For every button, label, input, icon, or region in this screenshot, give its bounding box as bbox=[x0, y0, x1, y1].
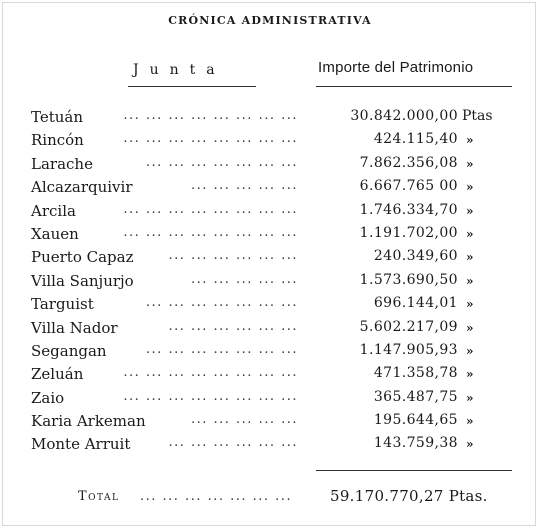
running-head: CRÓNICA ADMINISTRATIVA bbox=[168, 14, 372, 27]
junta-name: Villa Nador bbox=[31, 318, 118, 337]
leader-dots: ... ... ... ... ... ... ... ... bbox=[123, 131, 298, 147]
importe-value: 7.862.356,08 bbox=[359, 154, 458, 171]
header-rule-right bbox=[316, 86, 512, 87]
junta-name: Arcila bbox=[31, 201, 76, 220]
junta-name: Zeluán bbox=[31, 365, 84, 384]
leader-dots: ... ... ... ... ... ... ... bbox=[145, 341, 298, 357]
ditto-mark: » bbox=[466, 226, 474, 241]
leader-dots: ... ... ... ... ... ... ... ... bbox=[123, 108, 298, 123]
leader-dots: ... ... ... ... ... bbox=[190, 271, 298, 287]
junta-name: Targuist bbox=[31, 295, 94, 314]
table-row bbox=[0, 225, 540, 248]
junta-name: Puerto Capaz bbox=[31, 248, 134, 267]
column-header-importe: Importe del Patrimonio bbox=[318, 59, 474, 76]
table-row bbox=[0, 178, 540, 201]
ditto-mark: » bbox=[466, 367, 474, 382]
ditto-mark: » bbox=[466, 320, 474, 335]
leader-dots: ... ... ... ... ... ... bbox=[168, 248, 298, 264]
importe-value: 365.487,75 bbox=[373, 388, 458, 405]
importe-value: 6.667.765 00 bbox=[359, 178, 458, 195]
leader-dots: ... ... ... ... ... ... ... ... bbox=[123, 388, 298, 404]
importe-value: 1.191.702,00 bbox=[359, 224, 458, 241]
junta-name: Monte Arruit bbox=[31, 435, 131, 454]
header-rule-left bbox=[128, 86, 256, 87]
importe-value: 1.746.334,70 bbox=[359, 201, 458, 218]
importe-value: 5.602.217,09 bbox=[359, 318, 458, 335]
ditto-mark: » bbox=[466, 180, 474, 195]
junta-name: Villa Sanjurjo bbox=[31, 271, 134, 290]
table-row bbox=[0, 389, 540, 412]
total-leader-dots: ... ... ... ... ... ... ... bbox=[140, 489, 293, 504]
leader-dots: ... ... ... ... ... ... ... ... bbox=[123, 224, 298, 240]
importe-value: 1.573.690,50 bbox=[359, 271, 458, 288]
importe-value: 143.759,38 bbox=[373, 435, 458, 452]
ditto-mark: » bbox=[466, 133, 474, 148]
total-label: Total bbox=[78, 489, 120, 504]
leader-dots: ... ... ... ... ... bbox=[190, 412, 298, 428]
importe-value: 424.115,40 bbox=[373, 131, 458, 148]
ditto-mark: » bbox=[466, 390, 474, 405]
table-row bbox=[0, 342, 540, 365]
leader-dots: ... ... ... ... ... ... bbox=[168, 318, 298, 334]
junta-name: Segangan bbox=[31, 341, 107, 360]
total-amount: 59.170.770,27 Ptas. bbox=[330, 487, 488, 505]
ditto-mark: » bbox=[466, 273, 474, 288]
table-row bbox=[0, 155, 540, 178]
table-row bbox=[0, 435, 540, 458]
ditto-mark: » bbox=[466, 437, 474, 452]
junta-name: Xauen bbox=[31, 224, 79, 243]
importe-value: 240.349,60 bbox=[373, 248, 458, 265]
junta-name: Rincón bbox=[31, 131, 84, 150]
currency-unit: Ptas bbox=[462, 108, 493, 124]
junta-name: Karia Arkeman bbox=[31, 412, 146, 431]
ditto-mark: » bbox=[466, 250, 474, 265]
ditto-mark: » bbox=[466, 414, 474, 429]
leader-dots: ... ... ... ... ... ... bbox=[168, 435, 298, 451]
table-row bbox=[0, 365, 540, 388]
importe-value: 471.358,78 bbox=[373, 365, 458, 382]
table-row bbox=[0, 272, 540, 295]
table-body bbox=[0, 108, 540, 459]
leader-dots: ... ... ... ... ... ... ... bbox=[145, 295, 298, 311]
ditto-mark: » bbox=[466, 156, 474, 171]
importe-value: 30.842.000,00 bbox=[350, 108, 458, 124]
total-rule bbox=[316, 470, 512, 471]
junta-name: Larache bbox=[31, 154, 93, 173]
table-row bbox=[0, 131, 540, 154]
table-row bbox=[0, 295, 540, 318]
table-row bbox=[0, 412, 540, 435]
leader-dots: ... ... ... ... ... ... ... bbox=[145, 154, 298, 170]
junta-name: Tetuán bbox=[31, 108, 84, 126]
ditto-mark: » bbox=[466, 297, 474, 312]
table-row bbox=[0, 248, 540, 271]
ditto-mark: » bbox=[466, 203, 474, 218]
leader-dots: ... ... ... ... ... ... ... ... bbox=[123, 365, 298, 381]
table-row bbox=[0, 108, 540, 131]
leader-dots: ... ... ... ... ... ... ... ... bbox=[123, 201, 298, 217]
importe-value: 696.144,01 bbox=[373, 295, 458, 312]
column-header-junta: Junta bbox=[133, 62, 226, 78]
leader-dots: ... ... ... ... ... bbox=[190, 178, 298, 194]
table-row bbox=[0, 202, 540, 225]
junta-name: Zaio bbox=[31, 388, 65, 407]
table-row bbox=[0, 319, 540, 342]
junta-name: Alcazarquivir bbox=[31, 178, 133, 197]
ditto-mark: » bbox=[466, 343, 474, 358]
importe-value: 1.147.905,93 bbox=[359, 341, 458, 358]
importe-value: 195.644,65 bbox=[373, 412, 458, 429]
